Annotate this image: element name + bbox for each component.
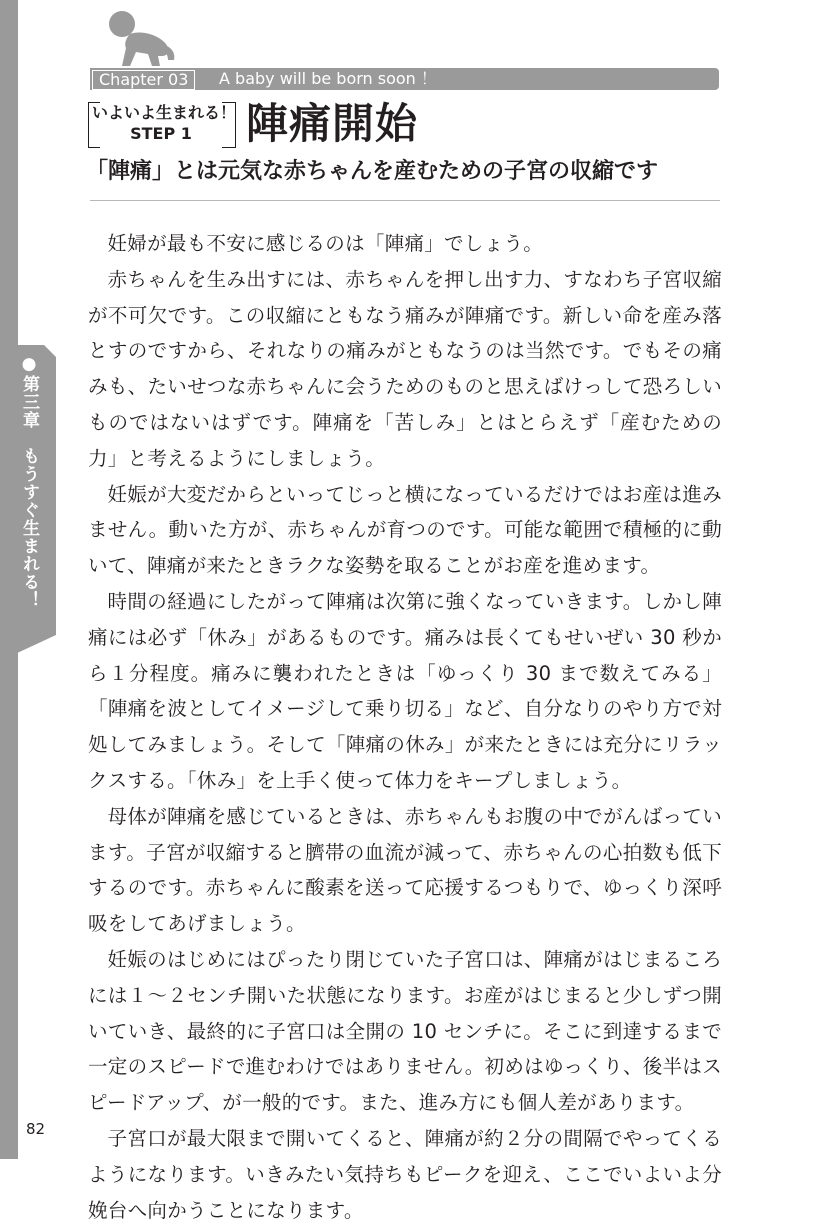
paragraph: 妊娠が大変だからといってじっと横になっているだけではお産は進みません。動いた方が、赤ちゃんが育つのです。可能な範囲で積極的に動いて、陣痛が来たときラクな姿勢を取ることがお産を進めます。 [88, 482, 722, 578]
divider [90, 200, 720, 201]
page-subtitle: 「陣痛」とは元気な赤ちゃんを産むための子宮の収縮です [86, 159, 659, 184]
paragraph: 子宮口が最大限まで開いてくると、陣痛が約２分の間隔でやってくるようになります。いきみたい気持ちもピークを迎え、ここでいよいよ分娩台へ向かうことになります。 [88, 1126, 722, 1222]
body-text [88, 226, 722, 1228]
paragraph: 妊婦が最も不安に感じるのは「陣痛」でしょう。 [107, 232, 544, 255]
step-number: STEP 1 [130, 124, 192, 143]
crawling-baby-icon [100, 8, 180, 68]
step-tagline: いよいよ生まれる！ [92, 103, 237, 122]
page-title: 陣痛開始 [246, 99, 419, 148]
paragraph: 妊娠のはじめにはぴったり閉じていた子宮口は、陣痛がはじまるころには１～２センチ開いた状態になります。お産がはじまると少しずつ開いていき、最終的に子宮口は全開の 10 センチに。そこに到達するまで一定のスピードで進むわけではありません。初めはゆっくり、後半はスピードアップ、が一般的です。また、進み方にも個人差があります。 [88, 947, 722, 1115]
paragraph: 時間の経過にしたがって陣痛は次第に強くなっていきます。しかし陣痛には必ず「休み」があるものです。痛みは長くてもせいぜい 30 秒から１分程度。痛みに襲われたときは「ゆっくり 30 まで数えてみる」「陣痛を波としてイメージして乗り切る」など、自分なりのやり方で対処してみましょう。そして「陣痛の休み」が来たときには充分にリラックスする。「休み」を上手く使って体力をキープしましょう。 [88, 589, 722, 792]
page-number: 82 [26, 1120, 46, 1138]
chapter-side-tab-label: ●第三章 もうすぐ生まれる！ [19, 354, 39, 609]
paragraph: 赤ちゃんを生み出すには、赤ちゃんを押し出す力、すなわち子宮収縮が不可欠です。この収縮にともなう痛みが陣痛です。新しい命を産み落とすのですから、それなりの痛みがともなうのは当然です。でもその痛みも、たいせつな赤ちゃんに会うためのものと思えばけっして恐ろしいものではないはずです。陣痛を「苦しみ」とはとらえず「産むための力」と考えるようにしましょう。 [88, 267, 722, 470]
paragraph: 母体が陣痛を感じているときは、赤ちゃんもお腹の中でがんばっています。子宮が収縮すると臍帯の血流が減って、赤ちゃんの心拍数も低下するのです。赤ちゃんに酸素を送って応援するつもりで、ゆっくり深呼吸をしてあげましょう。 [88, 804, 722, 936]
chapter-subtitle: A baby will be born soon ！ [219, 69, 437, 88]
chapter-number-label: Chapter 03 [92, 70, 195, 90]
